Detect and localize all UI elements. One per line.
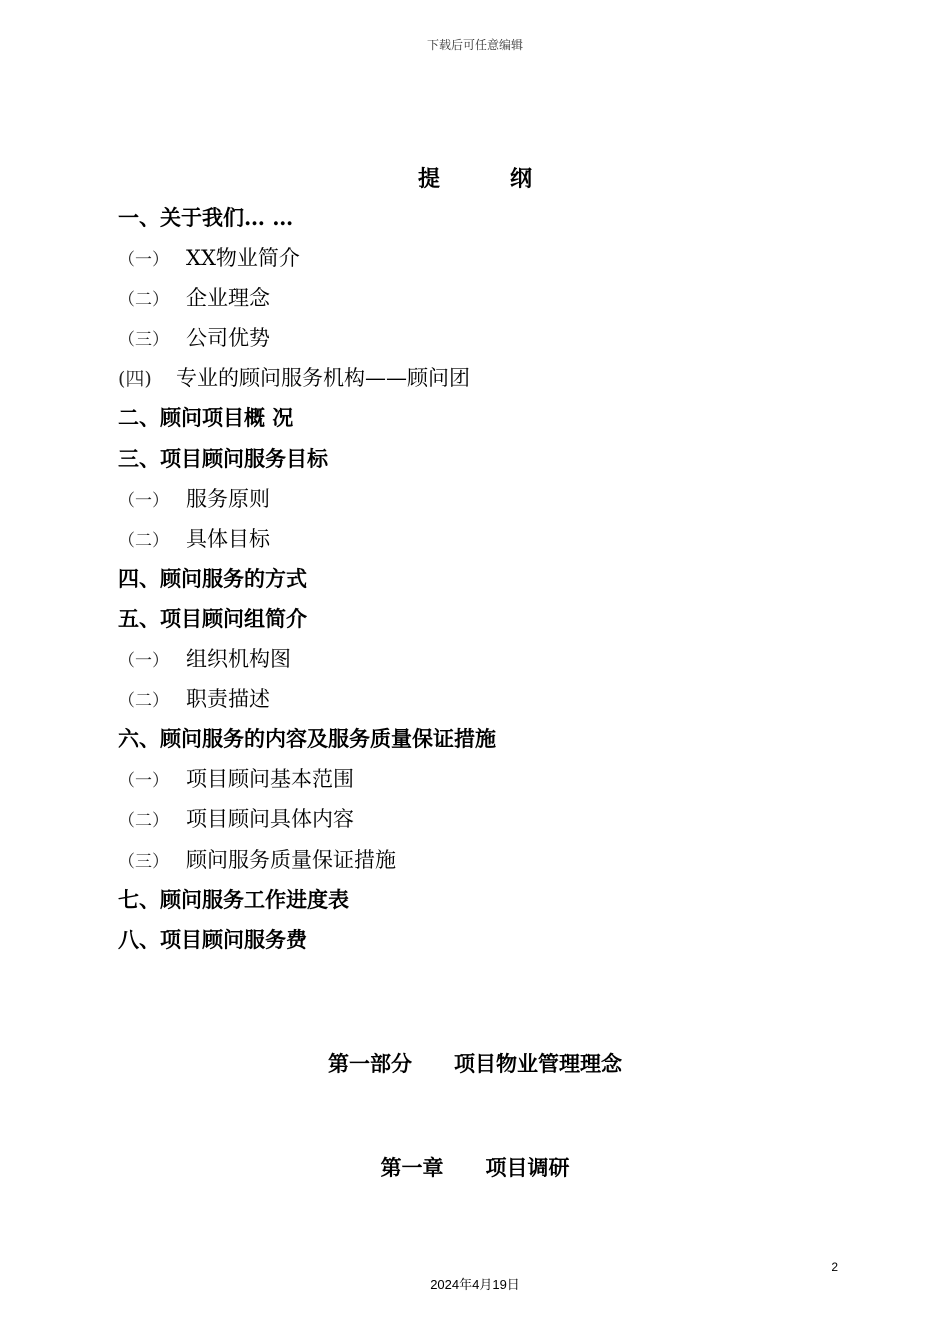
toc-item-label: 公司优势	[186, 326, 270, 351]
toc-item-label: 服务原则	[186, 486, 270, 511]
toc-item-label: 顾问服务质量保证措施	[186, 847, 396, 872]
toc-section-heading: 五、项目顾问组简介	[118, 605, 307, 631]
toc-subsection-item	[118, 519, 858, 559]
toc-item-number: （三）	[118, 851, 169, 872]
toc-subsection-item	[118, 840, 858, 880]
toc-section-heading: 三、项目顾问服务目标	[118, 445, 328, 471]
page-number: 2	[831, 1260, 838, 1274]
toc-subsection-item	[118, 799, 858, 839]
toc-item-number: （三）	[118, 330, 169, 351]
toc-item-number: （一）	[118, 651, 169, 672]
toc-item-label: 组织机构图	[186, 647, 291, 672]
toc-item-number: （二）	[118, 811, 169, 832]
toc-item-number: （一）	[118, 771, 169, 792]
toc-subsection-item	[118, 479, 858, 519]
toc-subsection-item	[118, 238, 858, 278]
toc-item-label: 项目顾问具体内容	[186, 807, 354, 832]
page-header: 下载后可任意编辑	[426, 38, 523, 52]
toc-item-number: （二）	[118, 530, 169, 551]
toc-section-heading: 八、项目顾问服务费	[118, 926, 307, 952]
table-of-contents	[118, 198, 858, 960]
toc-item-label: 职责描述	[186, 687, 270, 712]
toc-subsection-item	[118, 679, 858, 719]
toc-section-heading: 六、顾问服务的内容及服务质量保证措施	[118, 726, 496, 752]
toc-item-number: (四)	[118, 368, 152, 391]
toc-subsection-item	[118, 358, 858, 398]
part-heading: 第一部分 项目物业管理理念	[328, 1051, 622, 1076]
toc-subsection-item	[118, 639, 858, 679]
toc-subsection-item	[118, 318, 858, 358]
toc-section-heading: 二、顾问项目概 况	[118, 405, 294, 431]
chapter-heading: 第一章 项目调研	[380, 1155, 570, 1180]
toc-item-number: （一）	[118, 250, 169, 271]
toc-item-label: 具体目标	[186, 526, 270, 551]
toc-section-heading: 一、关于我们… …	[118, 205, 294, 230]
toc-item-number: （一）	[118, 490, 169, 511]
outline-title: 提纲	[417, 166, 602, 192]
toc-item-label: 企业理念	[186, 286, 270, 311]
toc-section-heading: 七、顾问服务工作进度表	[118, 886, 349, 912]
toc-item-number: （二）	[118, 290, 169, 311]
toc-section-heading: 四、顾问服务的方式	[118, 565, 307, 591]
page-footer-date: 2024年4月19日	[430, 1277, 520, 1292]
toc-item-number: （二）	[118, 691, 169, 712]
toc-subsection-item	[118, 759, 858, 799]
toc-item-label: 专业的顾问服务机构——顾问团	[176, 366, 470, 391]
toc-item-label: 项目顾问基本范围	[186, 767, 354, 792]
toc-subsection-item	[118, 278, 858, 318]
toc-item-label: XX物业简介	[186, 246, 300, 271]
